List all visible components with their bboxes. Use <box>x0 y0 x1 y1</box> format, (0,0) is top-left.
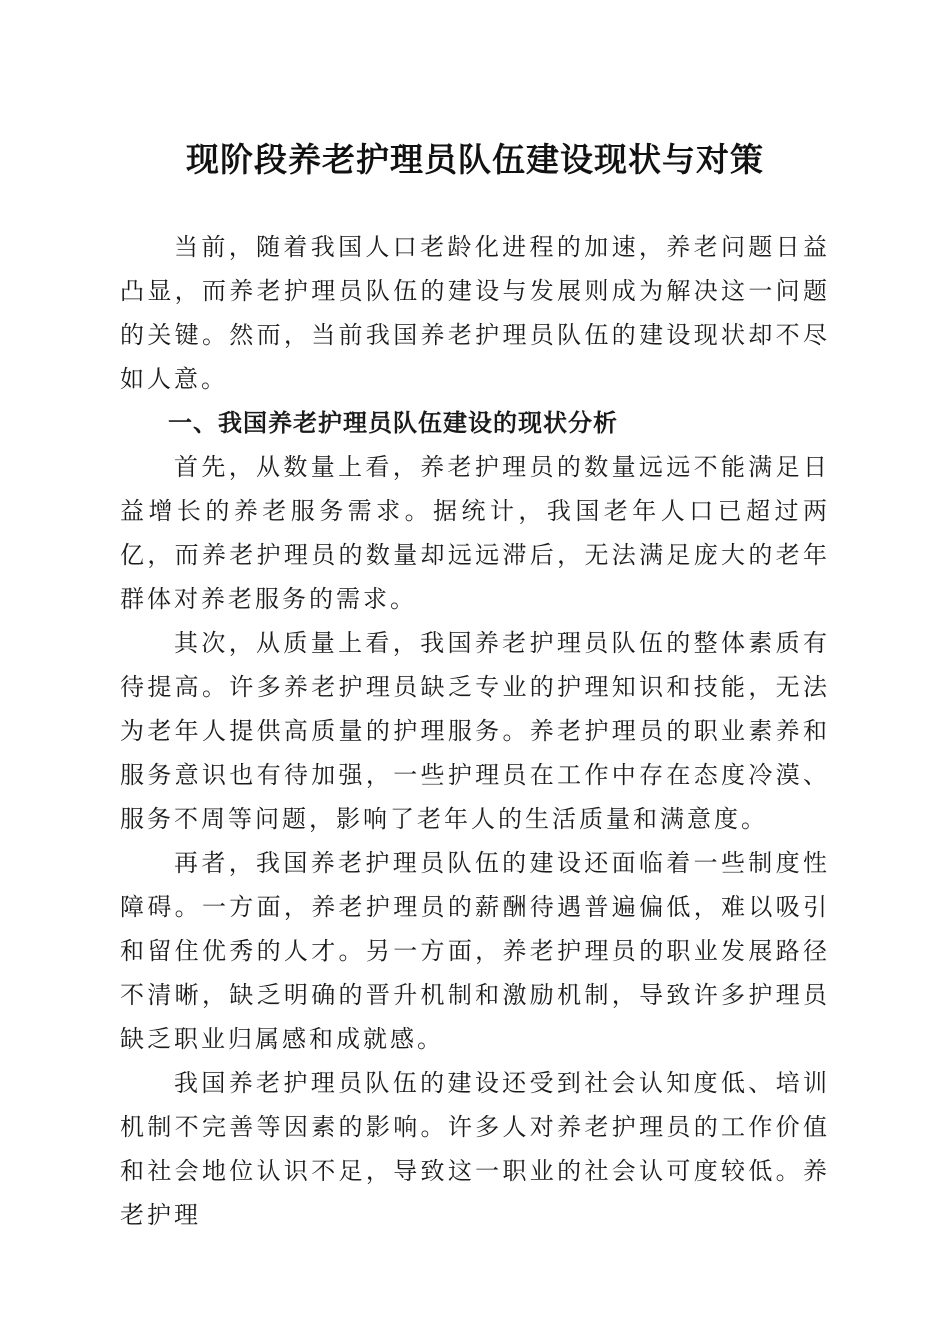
document-title: 现阶段养老护理员队伍建设现状与对策 <box>186 140 764 179</box>
paragraph-social-recognition: 我国养老护理员队伍的建设还受到社会认知度低、培训机制不完善等因素的影响。许多人对养老护理员的工作价值和社会地位认识不足，导致这一职业的社会认可度较低。养老护理 <box>120 1069 830 1229</box>
section-heading: 一、我国养老护理员队伍建设的现状分析 <box>168 409 618 437</box>
paragraph-intro: 当前，随着我国人口老龄化进程的加速，养老问题日益凸显，而养老护理员队伍的建设与发展则成为解决这一问题的关键。然而，当前我国养老护理员队伍的建设现状却不尽如人意。 <box>120 233 830 393</box>
paragraph-quality: 其次，从质量上看，我国养老护理员队伍的整体素质有待提高。许多养老护理员缺乏专业的护理知识和技能，无法为老年人提供高质量的护理服务。养老护理员的职业素养和服务意识也有待加强，一些护理员在工作中存在态度冷漠、服务不周等问题，影响了老年人的生活质量和满意度。 <box>120 629 830 833</box>
paragraph-institutional: 再者，我国养老护理员队伍的建设还面临着一些制度性障碍。一方面，养老护理员的薪酬待遇普遍偏低，难以吸引和留住优秀的人才。另一方面，养老护理员的职业发展路径不清晰，缺乏明确的晋升机制和激励机制，导致许多护理员缺乏职业归属感和成就感。 <box>120 849 830 1053</box>
document-body <box>120 225 830 1237</box>
paragraph-quantity: 首先，从数量上看，养老护理员的数量远远不能满足日益增长的养老服务需求。据统计，我国老年人口已超过两亿，而养老护理员的数量却远远滞后，无法满足庞大的老年群体对养老服务的需求。 <box>120 453 830 613</box>
